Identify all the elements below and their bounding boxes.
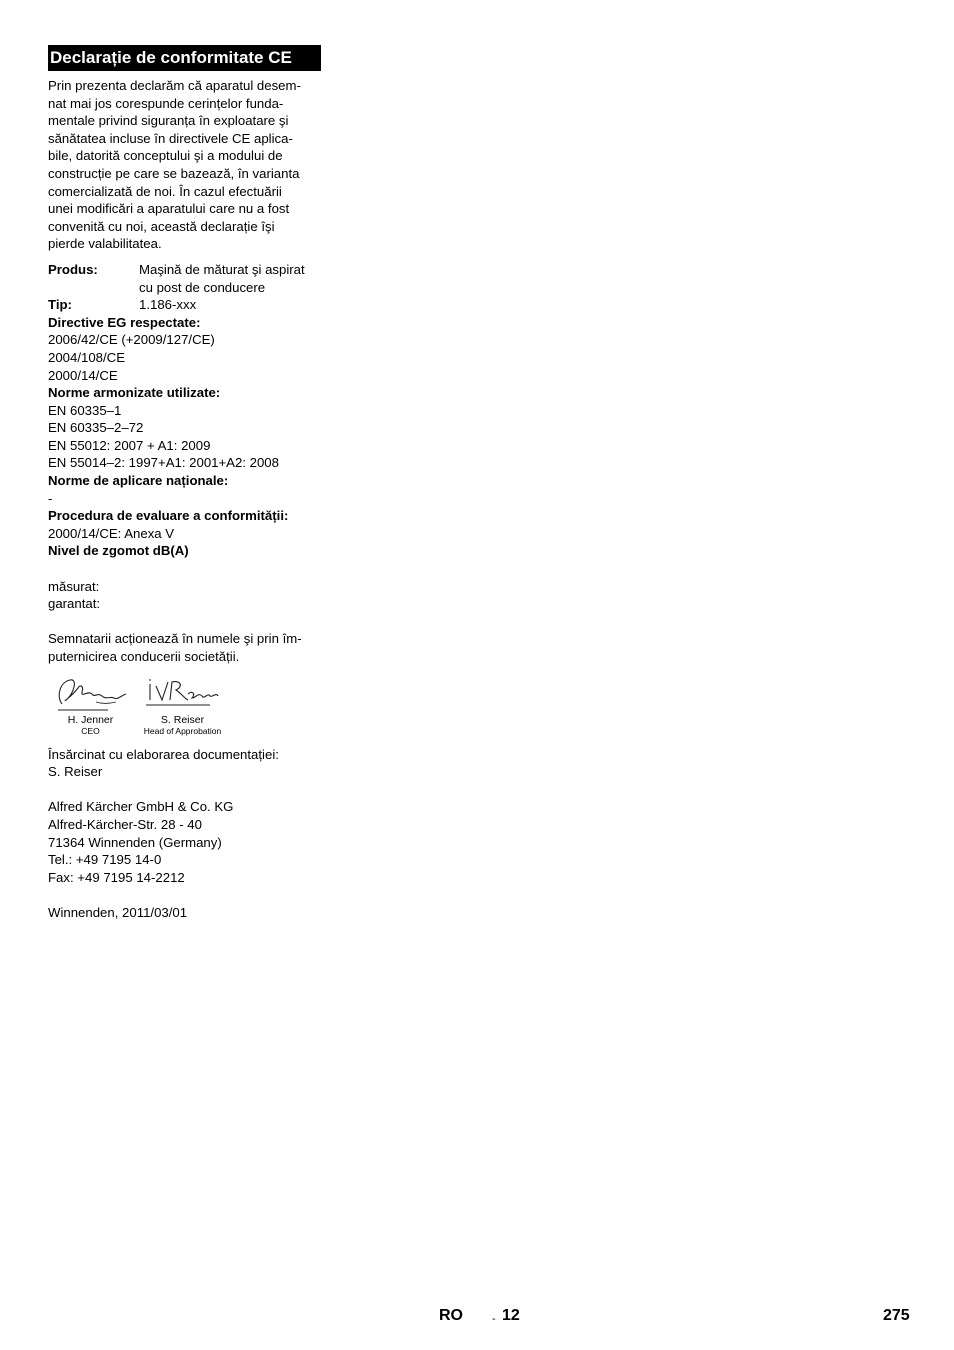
address-line: Fax: +49 7195 14-2212: [48, 869, 185, 885]
norm-item: EN 55014–2: 1997+A1: 2001+A2: 2008: [48, 455, 279, 471]
footer-language: RO: [439, 1307, 463, 1324]
footer-page-number: 275: [883, 1307, 910, 1324]
intro-line: Prin prezenta declarăm că aparatul desem-: [48, 78, 301, 93]
declaration-column: [48, 45, 323, 922]
directive-item: 2004/108/CE: [48, 349, 125, 365]
intro-line: unei modificări a aparatului care nu a fost: [48, 201, 290, 217]
noise-guaranteed-label: garantat:: [48, 596, 101, 612]
noise-measured-label: măsurat:: [48, 578, 100, 594]
type-value-text: 1.186-xxx: [139, 297, 197, 313]
signature-jenner-image: [48, 674, 133, 714]
directive-item: 2000/14/CE: [48, 367, 118, 383]
address-line: Alfred Kärcher GmbH & Co. KG: [48, 799, 234, 815]
signature-jenner: [48, 674, 133, 736]
intro-line: sănătatea incluse în directivele CE aplica-: [48, 130, 293, 146]
signers-note-line: Semnatarii acționează în numele şi prin îm-: [48, 631, 302, 647]
norm-item: EN 60335–1: [48, 402, 122, 418]
intro-line: bile, datorită conceptului şi a modului de: [48, 148, 283, 164]
page-title: Declarație de conformitate CE: [48, 45, 321, 71]
intro-line: comercializată de noi. În cazul efectuării: [48, 183, 282, 199]
intro-line: pierde valabilitatea.: [48, 236, 162, 252]
product-row: [48, 261, 323, 296]
signer-role: CEO: [81, 725, 100, 736]
norm-item: EN 55012: 2007 + A1: 2009: [48, 437, 211, 453]
signature-block: [48, 674, 323, 740]
noise-heading: Nivel de zgomot dB(A): [48, 543, 189, 559]
documentation-label: Însărcinat cu elaborarea documentației:: [48, 746, 279, 762]
signers-note-line: puternicirea conducerii societății.: [48, 649, 240, 664]
norm-item: EN 60335–2–72: [48, 420, 144, 436]
directives-heading: Directive EG respectate:: [48, 314, 201, 330]
place-date: Winnenden, 2011/03/01: [48, 904, 188, 920]
national-norms-heading: Norme de aplicare naționale:: [48, 473, 229, 489]
type-value: [139, 296, 196, 314]
signer-name: H. Jenner: [67, 713, 114, 726]
type-label: Tip:: [48, 297, 72, 313]
intro-line: construcție pe care se bazează, în varianta: [48, 165, 300, 181]
norms-heading: Norme armonizate utilizate:: [48, 385, 221, 401]
signer-role: Head of Approbation: [143, 725, 222, 736]
product-value-line: Maşină de măturat şi aspirat: [139, 261, 305, 277]
national-norms-value: -: [48, 490, 53, 506]
address-line: 71364 Winnenden (Germany): [48, 834, 222, 850]
intro-line: nat mai jos corespunde cerințelor funda-: [48, 95, 284, 111]
intro-line: mentale privind siguranța în exploatare şi: [48, 113, 289, 129]
signer-name: S. Reiser: [160, 713, 205, 726]
signature-reiser-image: [140, 674, 225, 714]
address-line: Tel.: +49 7195 14-0: [48, 852, 162, 868]
footer-dash: -: [492, 1313, 496, 1325]
intro-paragraph: [48, 77, 323, 253]
footer-section-page: 12: [502, 1307, 520, 1324]
product-value: [139, 261, 305, 296]
documentation-person: S. Reiser: [48, 764, 103, 780]
address-line: Alfred-Kärcher-Str. 28 - 40: [48, 816, 202, 832]
product-label: Produs:: [48, 261, 98, 277]
procedure-value: 2000/14/CE: Anexa V: [48, 525, 175, 541]
type-row: [48, 296, 323, 314]
product-value-line: cu post de conducere: [139, 279, 266, 295]
signature-reiser: [140, 674, 225, 736]
directive-item: 2006/42/CE (+2009/127/CE): [48, 332, 215, 348]
procedure-heading: Procedura de evaluare a conformității:: [48, 508, 289, 524]
intro-line: convenită cu noi, această declarație îşi: [48, 218, 275, 234]
